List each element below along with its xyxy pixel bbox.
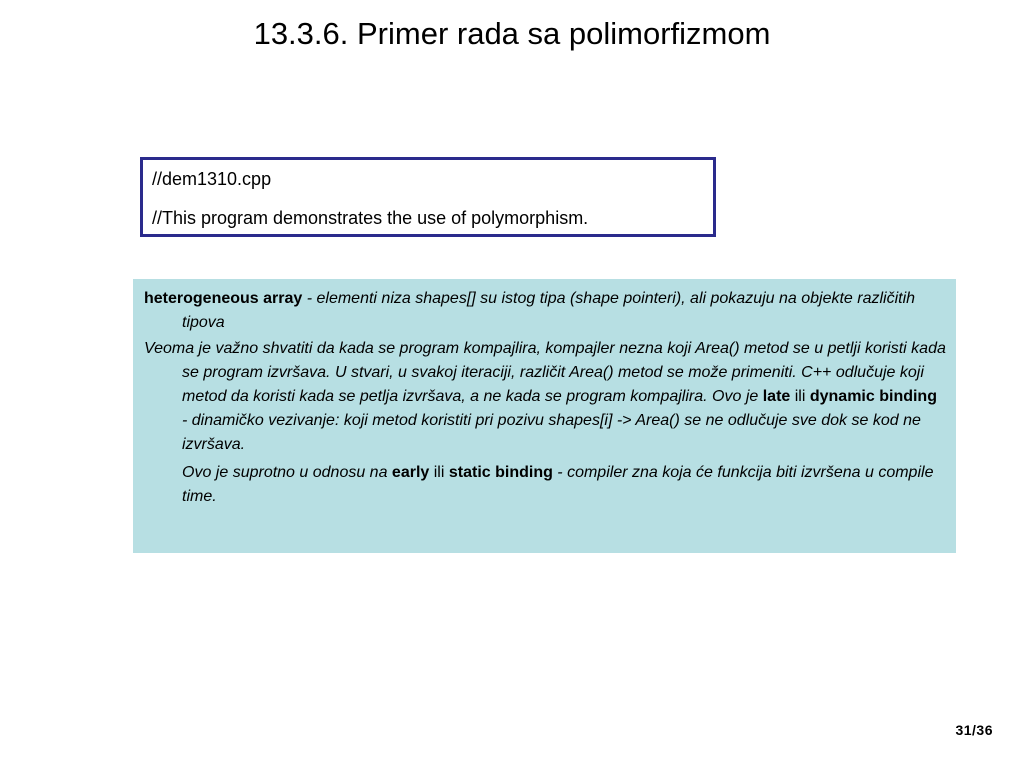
dynamic-binding-text-end: - dinamičko vezivanje: koji metod koristiti pri pozivu shapes[i] -> Area() se ne odlučuje sve dok se kod ne izvršava. [182,412,921,453]
dynamic-binding-paragraph [144,337,946,457]
early-term: early [391,464,430,481]
code-comment-box [140,157,716,237]
static-binding-paragraph [144,461,946,509]
heterogeneous-array-paragraph [144,287,946,335]
slide-title: 13.3.6. Primer rada sa polimorfizmom [253,16,771,51]
heterogeneous-array-term: heterogeneous array [144,290,303,307]
page-number: 31/36 [955,722,993,738]
late-term: late [762,388,791,405]
code-description-comment: //This program demonstrates the use of polymorphism. [152,208,589,228]
static-binding-term: static binding [448,464,553,481]
heterogeneous-array-text: - elementi niza shapes[] su istog tipa (shape pointeri), ali pokazuju na objekte različitih tipova [182,290,916,331]
static-binding-connector: ili [429,464,449,481]
explanation-box [133,279,956,553]
code-filename-comment: //dem1310.cpp [152,169,272,189]
static-binding-text-start: Ovo je suprotno u odnosu na [182,464,392,481]
dynamic-binding-text-start: Veoma je važno shvatiti da kada se program kompajlira, kompajler nezna koji Area() metod se u petlji koristi kada se program izvršava. U stvari, u svakoj iteraciji, različit Area() metod se može primeniti. C++ odlučuje koji metod da koristi kada se petlja izvršava, a ne kada se program kompajlira. Ovo je [144,340,946,405]
dynamic-binding-connector: ili [790,388,810,405]
dynamic-binding-term: dynamic binding [809,388,937,405]
static-binding-text-end: - compiler zna koja će funkcija biti izvršena u compile time. [182,464,934,505]
